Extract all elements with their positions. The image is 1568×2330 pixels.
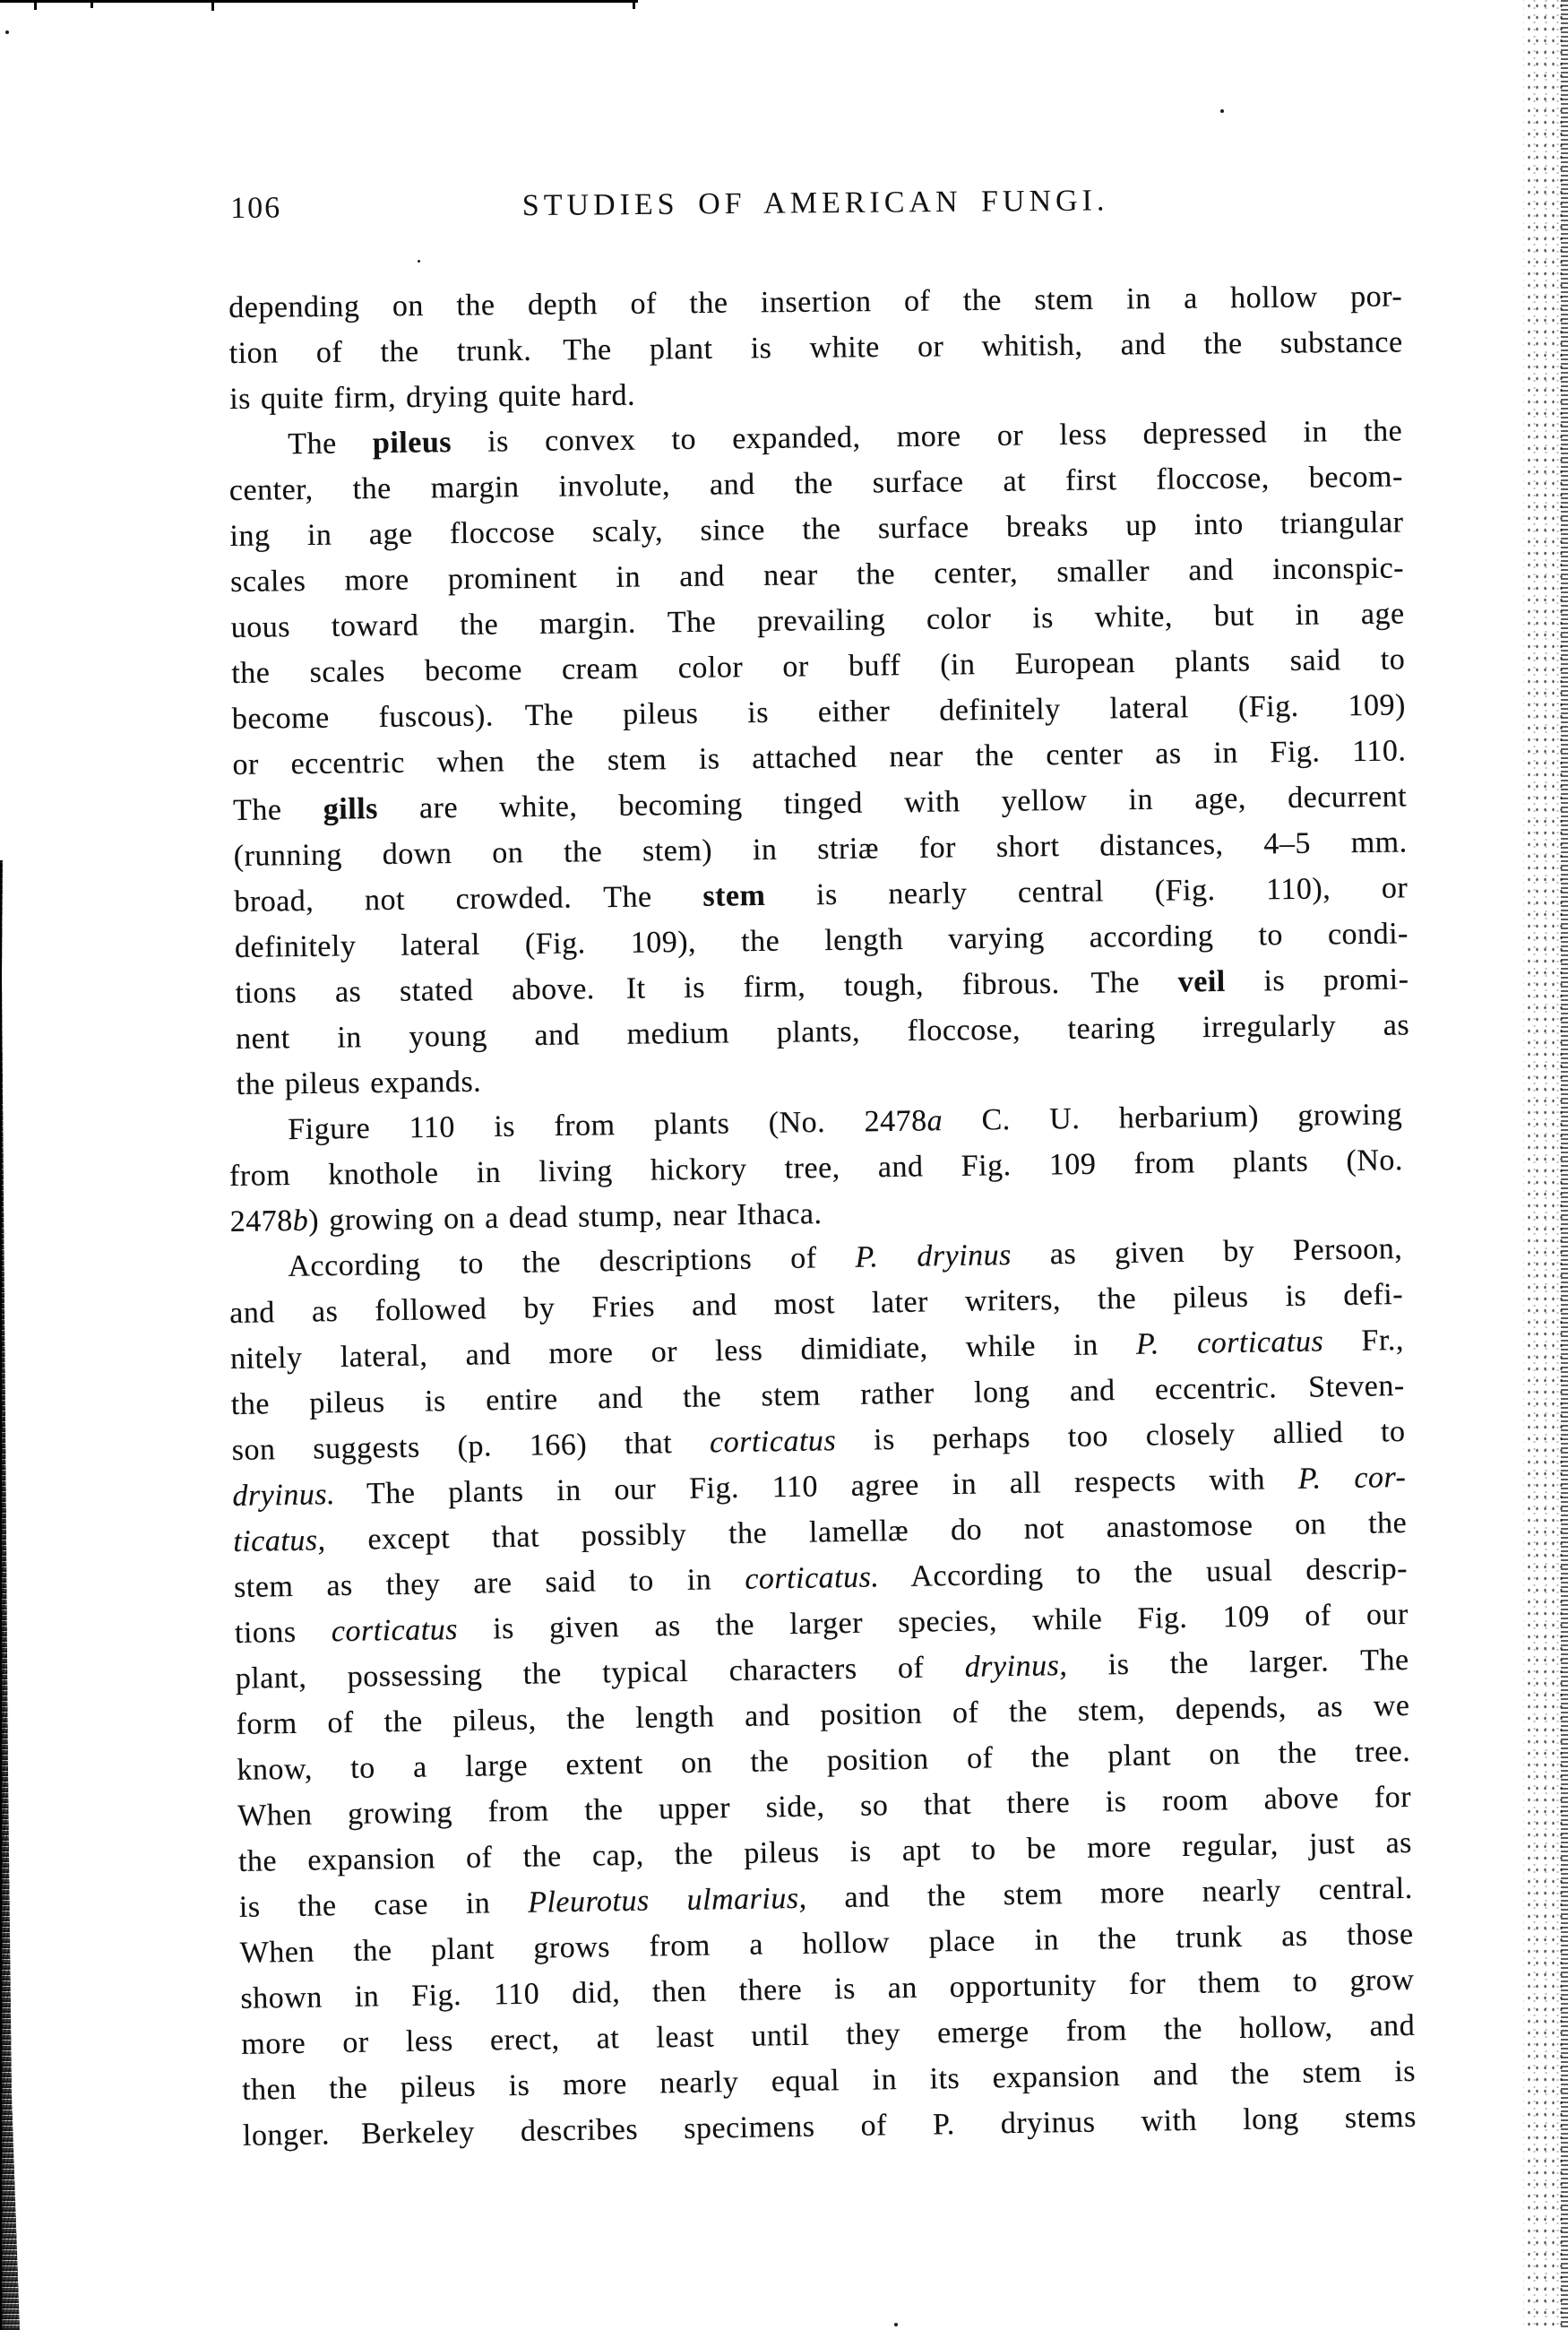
text-line: broad, not crowded. The stem is nearly central (Fig. 110), or xyxy=(234,871,1409,919)
text-line: tions as stated above. It is firm, tough, fibrous. The veil is promi- xyxy=(235,962,1409,1010)
paragraph xyxy=(228,1226,1417,2159)
text-line: According to the descriptions of P. dryinus as given by Persoon, xyxy=(288,1231,1403,1283)
text-line: When growing from the upper side, so that there is room above for xyxy=(237,1780,1412,1833)
scan-artifact-dot xyxy=(1220,109,1224,113)
text-line: form of the pileus, the length and position of the stem, depends, as we xyxy=(236,1688,1410,1741)
text-line: the pileus is entire and the stem rather long and eccentric. Steven- xyxy=(230,1368,1405,1421)
text-line: ing in age floccose scaly, since the surface breaks up into triangular xyxy=(229,505,1404,553)
text-line: 2478b) growing on a dead stump, near Ithaca. xyxy=(229,1196,823,1238)
text-line: plant, possessing the typical characters of dryinus, is the larger. The xyxy=(235,1643,1409,1696)
text-line: shown in Fig. 110 did, then there is an opportunity for them to grow xyxy=(240,1963,1415,2015)
text-line: dryinus. The plants in our Fig. 110 agree in all respects with P. cor- xyxy=(232,1460,1407,1513)
scan-artifact-tick xyxy=(211,0,214,11)
scan-artifact-top-line xyxy=(0,0,638,3)
text-line: longer. Berkeley describes specimens of P. dryinus with long stems xyxy=(242,2100,1417,2153)
text-line: ticatus, except that possibly the lamellæ do not anastomose on the xyxy=(233,1506,1408,1558)
text-line: from knothole in living hickory tree, and Fig. 109 from plants (No. xyxy=(228,1143,1404,1193)
text-line: is the case in Pleurotus ulmarius, and the stem more nearly central. xyxy=(238,1871,1414,1924)
running-header xyxy=(228,182,1402,226)
text-line: uous toward the margin. The prevailing color is white, but in age xyxy=(230,597,1405,644)
text-line: When the plant grows from a hollow place in the trunk as those xyxy=(239,1917,1414,1970)
text-line: tions corticatus is given as the larger species, while Fig. 109 of our xyxy=(234,1597,1409,1650)
paragraph xyxy=(228,1092,1404,1245)
text-line: definitely lateral (Fig. 109), the length varying according to condi- xyxy=(234,917,1409,964)
page-text xyxy=(228,280,1417,2159)
text-line: scales more prominent in and near the center, smaller and inconspic- xyxy=(229,551,1405,599)
scan-artifact-tick xyxy=(633,0,635,9)
text-line: center, the margin involute, and the surface at first floccose, becom- xyxy=(228,460,1404,507)
scan-artifact-dot xyxy=(894,2323,898,2326)
text-line: nent in young and medium plants, floccose, tearing irregularly as xyxy=(235,1008,1410,1056)
text-line: more or less erect, at least until they emerge from the hollow, and xyxy=(241,2008,1416,2061)
paragraph xyxy=(228,408,1410,1107)
text-line: become fuscous). The pileus is either definitely lateral (Fig. 109) xyxy=(231,688,1407,736)
text-line: then the pileus is more nearly equal in its expansion and the stem is xyxy=(241,2054,1417,2107)
text-line: The pileus is convex to expanded, more or less depressed in the xyxy=(288,414,1403,462)
text-line: son suggests (p. 166) that corticatus is perhaps too closely allied to xyxy=(231,1414,1406,1467)
page-number: 106 xyxy=(229,191,282,225)
text-line: tion of the trunk. The plant is white or whitish, and the substance xyxy=(228,325,1403,370)
scan-artifact-left-binding xyxy=(0,860,22,2330)
text-line: or eccentric when the stem is attached near the center as in Fig. 110. xyxy=(232,734,1407,781)
text-line: is quite firm, drying quite hard. xyxy=(229,378,636,416)
scan-artifact-dot xyxy=(418,260,420,263)
text-line: The gills are white, becoming tinged with yellow in age, decurrent xyxy=(232,780,1408,827)
text-line: nitely lateral, and more or less dimidiate, while in P. corticatus Fr., xyxy=(229,1323,1405,1376)
text-line: Figure 110 is from plants (No. 2478a C. U. herbarium) growing xyxy=(288,1098,1403,1147)
scan-artifact-dot xyxy=(5,30,9,34)
paragraph xyxy=(228,273,1403,422)
scan-artifact-tick xyxy=(34,0,37,10)
text-line: the expansion of the cap, the pileus is apt to be more regular, just as xyxy=(237,1825,1413,1878)
text-line: the scales become cream color or buff (in European plants said to xyxy=(231,643,1406,690)
text-line: (running down on the stem) in striæ for short distances, 4–5 mm. xyxy=(233,825,1408,873)
text-line: know, to a large extent on the position of the plant on the tree. xyxy=(237,1734,1411,1787)
text-line: depending on the depth of the insertion of the stem in a hollow por- xyxy=(228,280,1403,324)
text-line: and as followed by Fries and most later writers, the pileus is defi- xyxy=(228,1277,1404,1330)
scan-artifact-tick xyxy=(90,0,93,8)
scan-artifact-right-edge xyxy=(1561,0,1568,2330)
text-line: the pileus expands. xyxy=(236,1065,482,1101)
text-line: stem as they are said to in corticatus. According to the usual descrip- xyxy=(233,1551,1409,1604)
page-title: STUDIES OF AMERICAN FUNGI. xyxy=(521,184,1109,223)
